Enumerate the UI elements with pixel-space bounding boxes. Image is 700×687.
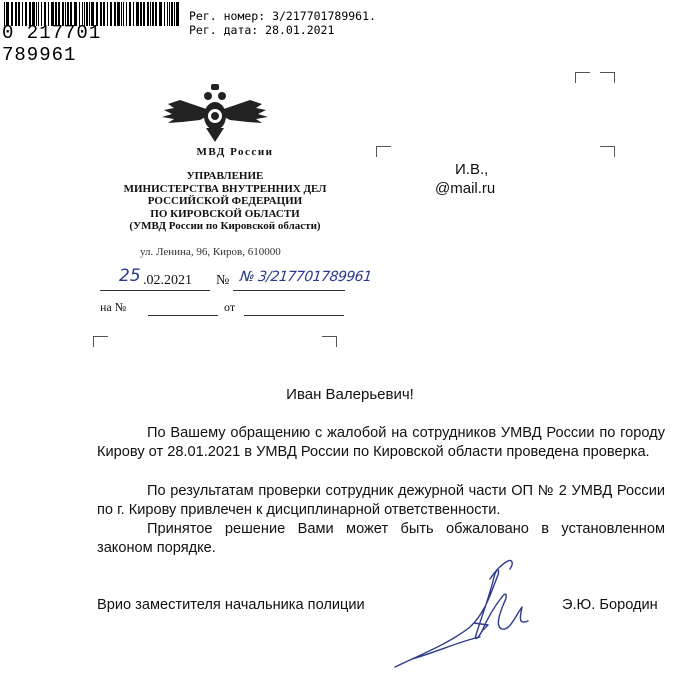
org-line: МИНИСТЕРСТВА ВНУТРЕННИХ ДЕЛ: [123, 182, 327, 195]
reference-number-underline: [148, 300, 218, 316]
organization-name: [100, 170, 350, 233]
org-address: ул. Ленина, 96, Киров, 610000: [140, 246, 281, 258]
corner-mark: [93, 336, 108, 347]
reference-number-label: на №: [100, 300, 127, 314]
body-paragraph: Принятое решение Вами может быть обжаловано в установленном законом порядке.: [97, 521, 665, 556]
corner-mark: [575, 72, 590, 83]
addressee-name: И.В.,: [455, 161, 489, 178]
outgoing-number-handwritten: № 3/217701789961: [239, 269, 373, 285]
reg-number: Рег. номер: 3/217701789961.: [189, 9, 376, 23]
barcode-stamp: [0, 0, 185, 66]
org-line: РОССИЙСКОЙ ФЕДЕРАЦИИ: [147, 195, 303, 207]
corner-mark: [376, 146, 391, 157]
date-day-handwritten: 25: [119, 266, 141, 286]
org-line: УПРАВЛЕНИЕ: [186, 170, 264, 182]
mvd-eagle-emblem-icon: [160, 82, 270, 144]
signatory-name: Э.Ю. Бородин: [562, 597, 658, 613]
body-paragraph: По результатам проверки сотрудник дежурной части ОП № 2 УМВД России по г. Кирову привлечен к дисциплинарной ответственности.: [97, 483, 665, 518]
corner-mark: [600, 72, 615, 83]
salutation: Иван Валерьевич!: [286, 386, 414, 403]
reference-date-underline: [244, 300, 344, 316]
corner-mark: [600, 146, 615, 157]
reference-date-label: от: [224, 300, 236, 314]
mvd-title: МВД России: [196, 146, 274, 158]
addressee-email: @mail.ru: [435, 180, 496, 197]
reg-date: Рег. дата: 28.01.2021: [189, 23, 335, 37]
number-label: №: [216, 273, 230, 288]
body-paragraph: По Вашему обращению с жалобой на сотрудников УМВД России по городу Кирову от 28.01.2021 в УМВД России по Кировской области проведена проверка.: [97, 425, 665, 460]
org-line: (УМВД России по Кировской области): [129, 220, 321, 232]
org-line: ПО КИРОВСКОЙ ОБЛАСТИ: [150, 207, 300, 220]
corner-mark: [322, 336, 337, 347]
addressee-block: [435, 160, 495, 198]
signatory-position: Врио заместителя начальника полиции: [97, 597, 365, 613]
registration-info: [189, 9, 376, 37]
handwritten-signature-icon: [390, 555, 540, 675]
barcode-number: 0 217701 789961: [2, 22, 102, 66]
date-printed: .02.2021: [143, 273, 192, 288]
